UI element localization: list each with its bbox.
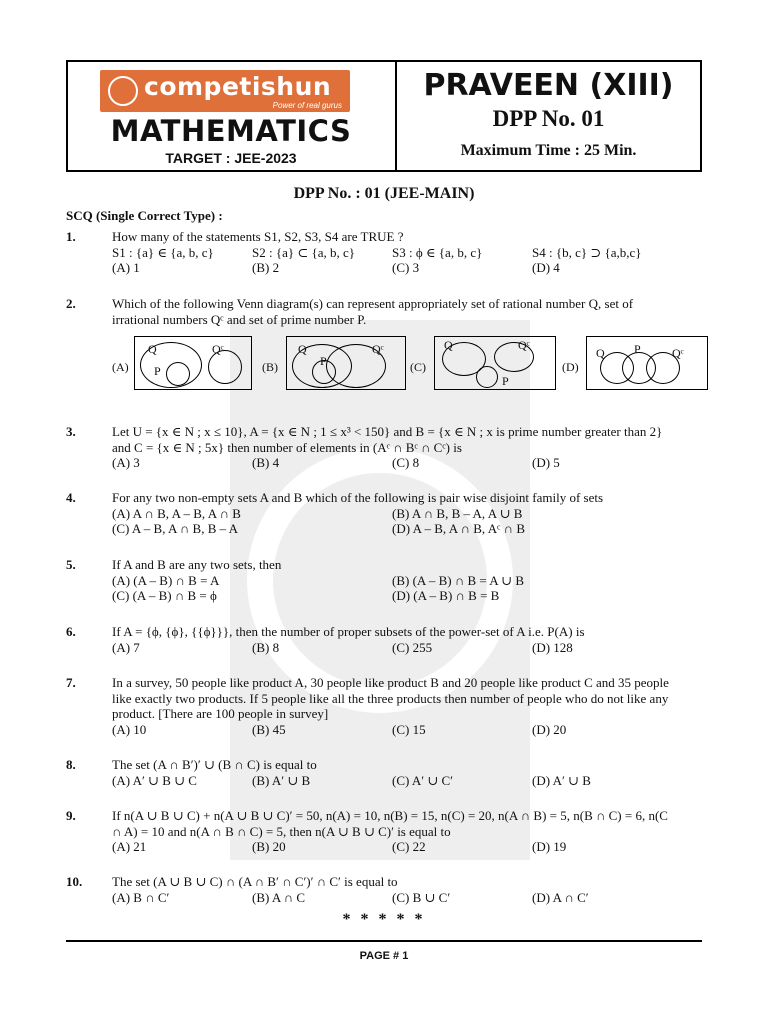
question-number: 10. — [66, 874, 83, 889]
footer-divider — [66, 940, 702, 942]
option: (D) 19 — [532, 839, 567, 854]
option: (D) A – B, A ∩ B, Aᶜ ∩ B — [392, 521, 525, 536]
sheet-title: DPP No. : 01 (JEE-MAIN) — [293, 185, 475, 202]
logo-tagline: Power of real gurus — [272, 101, 342, 110]
question-number: 5. — [66, 557, 76, 572]
logo-text: competishun — [144, 72, 332, 101]
option: (B) A′ ∪ B — [252, 772, 311, 788]
cyclist-icon — [108, 76, 138, 106]
batch-title: PRAVEEN (XIII) — [423, 68, 674, 103]
option: (A) 7 — [112, 639, 140, 655]
question-number: 1. — [66, 229, 76, 244]
option: (D) 20 — [532, 721, 567, 737]
option: (C) 15 — [392, 721, 426, 737]
question-text: If A and B are any two sets, then — [112, 557, 282, 572]
question-text: In a survey, 50 people like product A, 30 people like product B and 20 people like product C and 35 people — [112, 675, 669, 690]
question-text: product. [There are 100 people in survey] — [112, 706, 329, 721]
option: (C) 3 — [392, 260, 420, 275]
question-number: 7. — [66, 675, 76, 690]
option: (C) A – B, A ∩ B, B – A — [112, 521, 239, 536]
option: (A) 3 — [112, 455, 140, 470]
option: (C) 255 — [392, 639, 433, 655]
option: (A) 10 — [112, 721, 147, 737]
statement: S4 : {b, c} ⊃ {a,b,c} — [532, 244, 642, 260]
option: (B) (A – B) ∩ B = A ∪ B — [392, 572, 524, 588]
option: (C) 22 — [392, 839, 426, 854]
question-text: If n(A ∪ B ∪ C) + n(A ∪ B ∪ C)′ = 50, n(A) = 10, n(B) = 15, n(C) = 20, n(A ∩ B) = 5, n(B ∩ C) = 6, n(C — [112, 808, 668, 823]
option: (C) B ∪ C′ — [392, 889, 451, 905]
option: (A) 21 — [112, 839, 147, 854]
question-number: 2. — [66, 296, 76, 311]
question-number: 8. — [66, 757, 76, 772]
option: (C) (A – B) ∩ B = ϕ — [112, 588, 217, 603]
max-time: Maximum Time : 25 Min. — [460, 142, 637, 159]
option: (D) 5 — [532, 455, 560, 470]
option: (B) 4 — [252, 455, 280, 470]
option: (A) B ∩ C′ — [112, 889, 170, 905]
option: (A) A ∩ B, A – B, A ∩ B — [112, 505, 241, 521]
statement: S1 : {a} ∈ {a, b, c} — [112, 244, 214, 260]
option: (A) A′ ∪ B ∪ C — [112, 772, 197, 788]
question-text: The set (A ∩ B′)′ ∪ (B ∩ C) is equal to — [112, 757, 317, 772]
question-text: Which of the following Venn diagram(s) can represent appropriately set of rational number Q, set of — [112, 296, 634, 311]
question-number: 3. — [66, 424, 76, 439]
question-number: 6. — [66, 624, 76, 639]
question-text: like exactly two products. If 5 people like all the three products then number of people who do not like any — [112, 690, 669, 706]
question-number: 9. — [66, 808, 76, 823]
option: (C) 8 — [392, 455, 420, 470]
question-text: irrational numbers Qᶜ and set of prime number P. — [112, 311, 367, 327]
option: (D) 4 — [532, 260, 560, 275]
question-text: Let U = {x ∈ N ; x ≤ 10}, A = {x ∈ N ; 1 ≤ x³ < 150} and B = {x ∈ N ; x is prime number greater than 2} — [112, 424, 663, 439]
option: (B) 2 — [252, 260, 280, 275]
end-marker: * * * * * — [342, 911, 426, 928]
question-text: If A = {ϕ, {ϕ}, {{ϕ}}}, then the number of proper subsets of the power-set of A i.e. P(A) is — [112, 624, 585, 639]
option: (B) 20 — [252, 839, 286, 854]
question-number: 4. — [66, 490, 76, 505]
question-text: For any two non-empty sets A and B which of the following is pair wise disjoint family of sets — [112, 490, 604, 505]
option: (B) A ∩ C — [252, 889, 306, 905]
option: (A) 1 — [112, 260, 140, 275]
option: (C) A′ ∪ C′ — [392, 772, 454, 788]
question-text: The set (A ∪ B ∪ C) ∩ (A ∩ B′ ∩ C′)′ ∩ C′ is equal to — [112, 874, 398, 889]
option: (B) 45 — [252, 721, 286, 737]
page-number: PAGE # 1 — [359, 950, 409, 962]
statement: S3 : ϕ ∈ {a, b, c} — [392, 244, 483, 260]
option: (A) (A – B) ∩ B = A — [112, 572, 220, 588]
option: (D) 128 — [532, 639, 573, 655]
option: (D) A ∩ C′ — [532, 889, 589, 905]
question-text: How many of the statements S1, S2, S3, S4 are TRUE ? — [112, 229, 404, 244]
dpp-number: DPP No. 01 — [492, 106, 605, 131]
subject-title: MATHEMATICS — [110, 114, 352, 148]
section-heading: SCQ (Single Correct Type) : — [66, 208, 223, 223]
header-box — [66, 60, 702, 172]
option: (D) A′ ∪ B — [532, 772, 591, 788]
question-text: and C = {x ∈ N ; 5x} then number of elements in (Aᶜ ∩ Bᶜ ∩ Cᶜ) is — [112, 439, 462, 455]
option: (B) 8 — [252, 639, 280, 655]
option: (B) A ∩ B, B – A, A ∪ B — [392, 505, 523, 521]
statement: S2 : {a} ⊂ {a, b, c} — [252, 244, 356, 260]
target-label: TARGET : JEE-2023 — [165, 150, 297, 166]
brand-logo — [100, 70, 350, 112]
option: (D) (A – B) ∩ B = B — [392, 588, 500, 603]
question-text: ∩ A) = 10 and n(A ∩ B ∩ C) = 5, then n(A ∪ B ∪ C)′ is equal to — [112, 823, 451, 839]
